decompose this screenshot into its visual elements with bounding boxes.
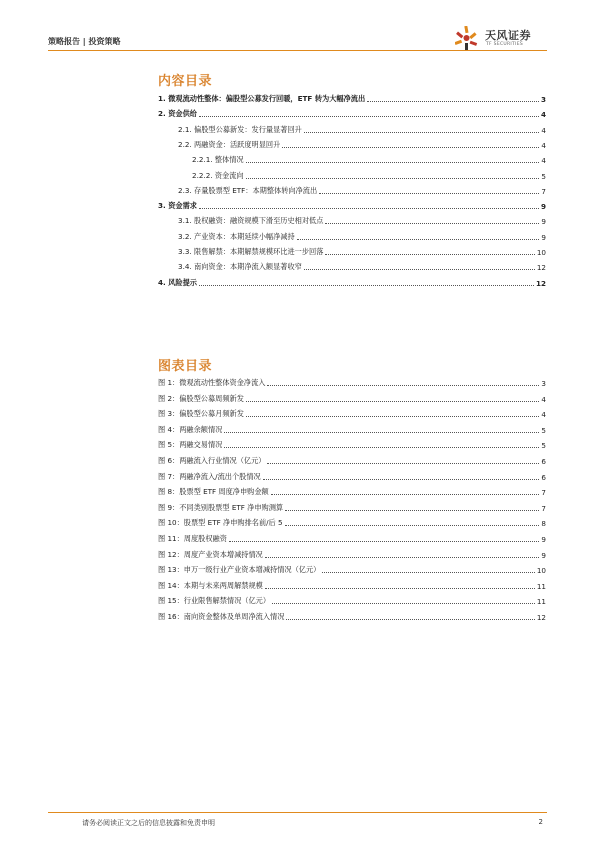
toc-leader-dots <box>267 462 539 464</box>
toc-entry-label: 图 5：两融交易情况 <box>158 440 223 450</box>
toc-leader-dots <box>285 509 539 511</box>
toc-entry-label: 3.3. 限售解禁：本期解禁规模环比进一步回落 <box>178 247 324 256</box>
toc-entry-page: 12 <box>535 278 546 288</box>
toc-leader-dots <box>229 540 539 542</box>
toc-entry[interactable] <box>158 92 546 104</box>
toc-leader-dots <box>265 556 540 558</box>
toc-entry[interactable] <box>158 392 546 404</box>
toc-entry[interactable] <box>158 610 546 622</box>
toc-entry[interactable] <box>158 199 546 211</box>
toc-entry-page: 9 <box>541 217 546 227</box>
toc-entry-label: 图 12：周度产业资本增减持情况 <box>158 549 263 559</box>
footer-divider <box>48 812 547 813</box>
toc-entry[interactable] <box>158 376 546 388</box>
toc-entry-page: 6 <box>541 457 546 466</box>
toc-entry-page: 7 <box>541 503 546 513</box>
toc-entry-page: 10 <box>536 248 546 257</box>
toc-entry[interactable] <box>158 532 546 544</box>
toc-entry-label: 1. 微观流动性整体：偏股型公募发行回暖，ETF 转为大幅净流出 <box>158 94 366 103</box>
toc-entry-page: 11 <box>536 581 546 591</box>
toc-entry-page: 5 <box>541 441 546 451</box>
toc-entry-page: 12 <box>536 613 546 622</box>
toc-entry[interactable] <box>158 260 546 272</box>
toc-entry-label: 图 4：两融余额情况 <box>158 424 223 434</box>
toc-leader-dots <box>267 384 539 386</box>
toc-entry[interactable] <box>158 548 546 560</box>
toc-entry-page: 3 <box>541 379 546 388</box>
logo-flower-icon <box>455 26 479 52</box>
toc-entry[interactable] <box>158 470 546 482</box>
toc-leader-dots <box>325 222 539 224</box>
toc-entry-label: 图 8：股票型 ETF 周度净申购金额 <box>158 487 269 497</box>
toc-entry-label: 2.2. 两融资金：活跃度明显回升 <box>178 139 281 149</box>
page-number: 2 <box>538 818 543 826</box>
toc-entry-label: 2. 资金供给 <box>158 109 197 119</box>
toc-entry[interactable] <box>158 123 546 135</box>
toc-entry-label: 图 1：微观流动性整体资金净流入 <box>158 378 266 387</box>
toc-entry-label: 图 3：偏股型公募月频新发 <box>158 409 244 419</box>
logo-text-en: TF SECURITIES <box>486 42 524 47</box>
toc-entry[interactable] <box>158 407 546 419</box>
toc-entry-page: 12 <box>536 263 546 273</box>
toc-entry-page: 7 <box>541 186 546 196</box>
toc-entry-page: 9 <box>541 550 546 560</box>
page-header <box>48 26 547 52</box>
toc-leader-dots <box>246 415 540 417</box>
toc-entry-page: 4 <box>541 125 546 135</box>
toc-leader-dots <box>304 268 535 270</box>
toc-entry[interactable] <box>158 454 546 466</box>
toc-entry[interactable] <box>158 563 546 575</box>
toc-entry-page: 8 <box>541 519 546 529</box>
company-logo <box>455 26 545 52</box>
toc-entry-page: 9 <box>541 535 546 544</box>
toc-entry-label: 图 10：股票型 ETF 净申购排名前/后 5 <box>158 518 283 528</box>
logo-text-cn: 天风证券 <box>485 29 531 42</box>
toc-entry[interactable] <box>158 485 546 497</box>
toc-entry-page: 4 <box>541 394 546 404</box>
toc-entry-label: 图 7：两融净流入/流出个股情况 <box>158 471 261 481</box>
toc-leader-dots <box>246 161 540 163</box>
toc-entry-label: 图 9：不同类别股票型 ETF 净申购测算 <box>158 502 284 512</box>
toc-entry[interactable] <box>158 107 546 119</box>
toc-leader-dots <box>199 284 534 286</box>
toc-leader-dots <box>297 238 540 240</box>
toc-entry-label: 图 2：偏股型公募周频新发 <box>158 393 244 403</box>
toc-entry[interactable] <box>158 276 546 288</box>
toc-leader-dots <box>322 571 534 573</box>
toc-leader-dots <box>304 131 540 133</box>
toc-entry[interactable] <box>158 230 546 242</box>
toc-entry[interactable] <box>158 594 546 606</box>
toc-entry-page: 4 <box>541 156 546 166</box>
toc-entry-label: 图 14：本期与未来两周解禁规模 <box>158 580 263 590</box>
toc-leader-dots <box>224 446 539 448</box>
toc-entry-page: 7 <box>541 488 546 498</box>
toc-leader-dots <box>272 602 535 604</box>
toc-entry[interactable] <box>158 153 546 165</box>
toc-entry-page: 3 <box>540 95 546 104</box>
toc-leader-dots <box>325 253 534 255</box>
toc-entry[interactable] <box>158 169 546 181</box>
toc-entry-label: 3. 资金需求 <box>158 201 197 211</box>
toc-entry-page: 10 <box>536 566 546 576</box>
toc-entry[interactable] <box>158 138 546 150</box>
toc-entry-label: 图 11：周度股权融资 <box>158 534 227 543</box>
contents-title: 内容目录 <box>158 74 213 89</box>
footer-disclaimer: 请务必阅读正文之后的信息披露和免责申明 <box>82 819 215 827</box>
toc-entry-label: 2.3. 存量股票型 ETF：本期整体转向净流出 <box>178 185 318 195</box>
toc-entry-page: 4 <box>541 410 546 420</box>
toc-entry-page: 11 <box>536 597 546 607</box>
toc-entry-page: 5 <box>541 171 546 181</box>
figures-title: 图表目录 <box>158 359 213 374</box>
toc-leader-dots <box>224 431 539 433</box>
toc-leader-dots <box>286 618 534 620</box>
toc-leader-dots <box>199 207 539 209</box>
toc-entry[interactable] <box>158 579 546 591</box>
toc-entry-label: 2.1. 偏股型公募新发：发行量显著回升 <box>178 124 302 134</box>
toc-leader-dots <box>282 146 539 148</box>
header-divider <box>48 50 547 51</box>
toc-entry-page: 9 <box>541 232 546 242</box>
toc-entry[interactable] <box>158 501 546 513</box>
toc-entry-label: 图 6：两融流入行业情况（亿元） <box>158 456 266 465</box>
toc-leader-dots <box>319 192 539 194</box>
toc-entry[interactable] <box>158 423 546 435</box>
toc-entry-page: 9 <box>540 202 546 212</box>
toc-leader-dots <box>265 587 535 589</box>
toc-entry-page: 4 <box>541 140 546 150</box>
toc-leader-dots <box>271 493 540 495</box>
toc-entry[interactable] <box>158 184 546 196</box>
toc-entry-label: 图 16：南向资金整体及单周净流入情况 <box>158 612 285 621</box>
toc-entry-label: 3.1. 股权融资：融资规模下滑至历史相对低点 <box>178 216 324 226</box>
toc-entry-label: 图 13：申万一级行业产业资本增减持情况（亿元） <box>158 565 321 575</box>
toc-entry-label: 2.2.1. 整体情况 <box>192 155 244 165</box>
toc-entry[interactable] <box>158 438 546 450</box>
report-category: 策略报告 | 投资策略 <box>48 37 121 46</box>
toc-entry-page: 6 <box>541 472 546 482</box>
toc-leader-dots <box>246 400 540 402</box>
toc-entry[interactable] <box>158 214 546 226</box>
toc-entry-label: 2.2.2. 资金流向 <box>192 170 244 180</box>
toc-leader-dots <box>263 478 540 480</box>
toc-entry-label: 4. 风险提示 <box>158 277 197 287</box>
toc-leader-dots <box>246 177 540 179</box>
toc-entry[interactable] <box>158 245 546 257</box>
toc-entry-label: 图 15：行业限售解禁情况（亿元） <box>158 596 271 606</box>
toc-entry-page: 4 <box>540 110 546 120</box>
toc-leader-dots <box>285 524 540 526</box>
toc-leader-dots <box>367 100 539 102</box>
toc-entry-label: 3.4. 南向资金：本期净流入额显著收窄 <box>178 262 302 272</box>
toc-entry[interactable] <box>158 516 546 528</box>
toc-entry-label: 3.2. 产业资本：本期延续小幅净减持 <box>178 231 295 241</box>
toc-entry-page: 5 <box>541 425 546 435</box>
toc-leader-dots <box>199 115 539 117</box>
